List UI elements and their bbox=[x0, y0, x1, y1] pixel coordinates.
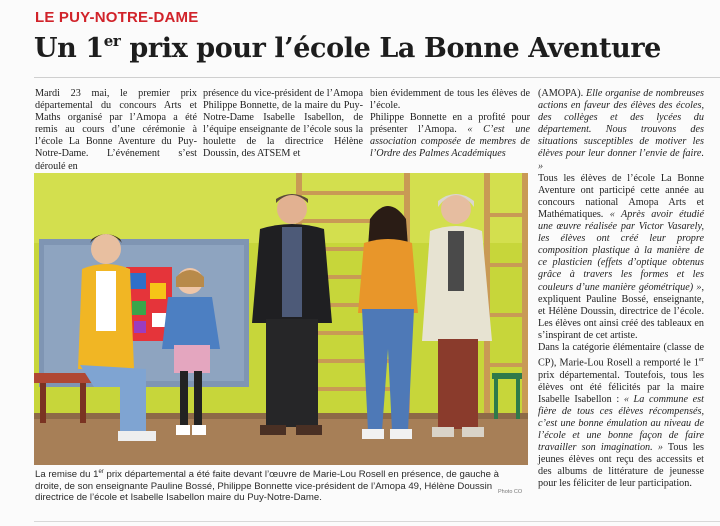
group-photo-illustration bbox=[34, 173, 528, 465]
article-paragraph bbox=[538, 342, 704, 491]
article-quote: « La commune est fière de tous ces élèves récompensés, c’est une bonne émulation au niveau de l’école et une bonne façon de faire travailler son imagination. » bbox=[538, 393, 704, 454]
article-column-1 bbox=[35, 88, 197, 173]
group-photo bbox=[34, 173, 528, 465]
caption-text: La remise du 1 bbox=[35, 469, 99, 481]
article-column-3 bbox=[370, 88, 530, 161]
headline bbox=[34, 32, 661, 64]
bottom-rule bbox=[34, 521, 720, 522]
headline-ordinal: er bbox=[103, 32, 121, 50]
article-paragraph: bien évidemment de tous les élèves de l’école. bbox=[370, 88, 530, 112]
article-paragraph: présence du vice-président de l’Amopa Philippe Bonnette, de la maire du Puy-Notre-Dame Isabelle Isabellon, de l’équipe enseignante de l’école sous la houlette de la directrice Hélène Doussin, des ATSEM et bbox=[203, 88, 363, 160]
caption-text: prix départemental a été faite devant l’œuvre de Marie-Lou Rosell en présence, de gauche à droite, de son enseignante Pauline Bossé, Philippe Bonnette vice-président de l’Amopa 49, Hélène Doussin directrice de l’école et Isabelle Isabellon maire du Puy-Notre-Dame. bbox=[35, 469, 499, 504]
article-quote: « Après avoir étudié une œuvre réalisée par Victor Vasarely, les élèves ont créé leur propre composition plastique à la manière de ce plasticien (effets d’optique obtenus grâce à travers les formes et les couleurs d’une manière géométrique) » bbox=[538, 208, 704, 293]
headline-rule bbox=[34, 77, 720, 78]
article-column-4 bbox=[538, 88, 704, 490]
caption-ordinal: er bbox=[98, 469, 104, 475]
article-text: Tous les élèves de l’école La Bonne Aventure ont participé cette année au concours national Amopa Arts et Mathématiques. bbox=[538, 172, 704, 220]
article-text: (AMOPA). bbox=[538, 88, 586, 99]
article-paragraph: Mardi 23 mai, le premier prix départemental du concours Arts et Maths organisé par l’Amopa a été remis au cours d’une cérémonie à l’école La Bonne Aventure du Puy-Notre-Dame. L’événement s’est déroulé en bbox=[35, 88, 197, 172]
photo-caption bbox=[35, 467, 525, 504]
article-quote: Elle organise de nombreuses actions en faveur des élèves des écoles, des collèges et des lycées du département. Nous trouvons des situations susceptibles de motiver les élèves pour leur donner l’envie de faire. » bbox=[538, 88, 704, 172]
photo-credit: Photo CO bbox=[498, 489, 523, 495]
article-text: , expliquent Pauline Bossé, enseignante, et Hélène Doussin, directrice de l’école. Les élèves ont ainsi créé des tableaux en s’inspirant de cet artiste. bbox=[538, 281, 704, 341]
article-paragraph bbox=[370, 112, 530, 160]
headline-end: prix pour l’école La Bonne Aventure bbox=[120, 33, 661, 64]
headline-start: Un 1 bbox=[34, 33, 104, 64]
article-paragraph bbox=[538, 173, 704, 342]
ordinal: er bbox=[698, 356, 704, 364]
article-paragraph bbox=[538, 88, 704, 173]
article-quote: « C’est une association composée de membres de l’Ordre des Palmes Académiques bbox=[370, 124, 530, 160]
article-text: prix départemental. Toutefois, tous les élèves ont été félicités par la maire Isabelle Isabellon : bbox=[538, 369, 704, 405]
article-text: Tous les jeunes élèves ont reçu des accessits et des albums de littérature de jeunesse pour les féliciter de leur participation. bbox=[538, 442, 705, 490]
article-column-2 bbox=[203, 88, 363, 161]
article-text: Dans la catégorie élémentaire (classe de CP), Marie-Lou Rosell a remporté le 1 bbox=[538, 341, 704, 369]
section-kicker: LE PUY-NOTRE-DAME bbox=[35, 9, 199, 26]
article-text: Philippe Bonnette en a profité pour présenter l’Amopa. bbox=[370, 112, 530, 136]
